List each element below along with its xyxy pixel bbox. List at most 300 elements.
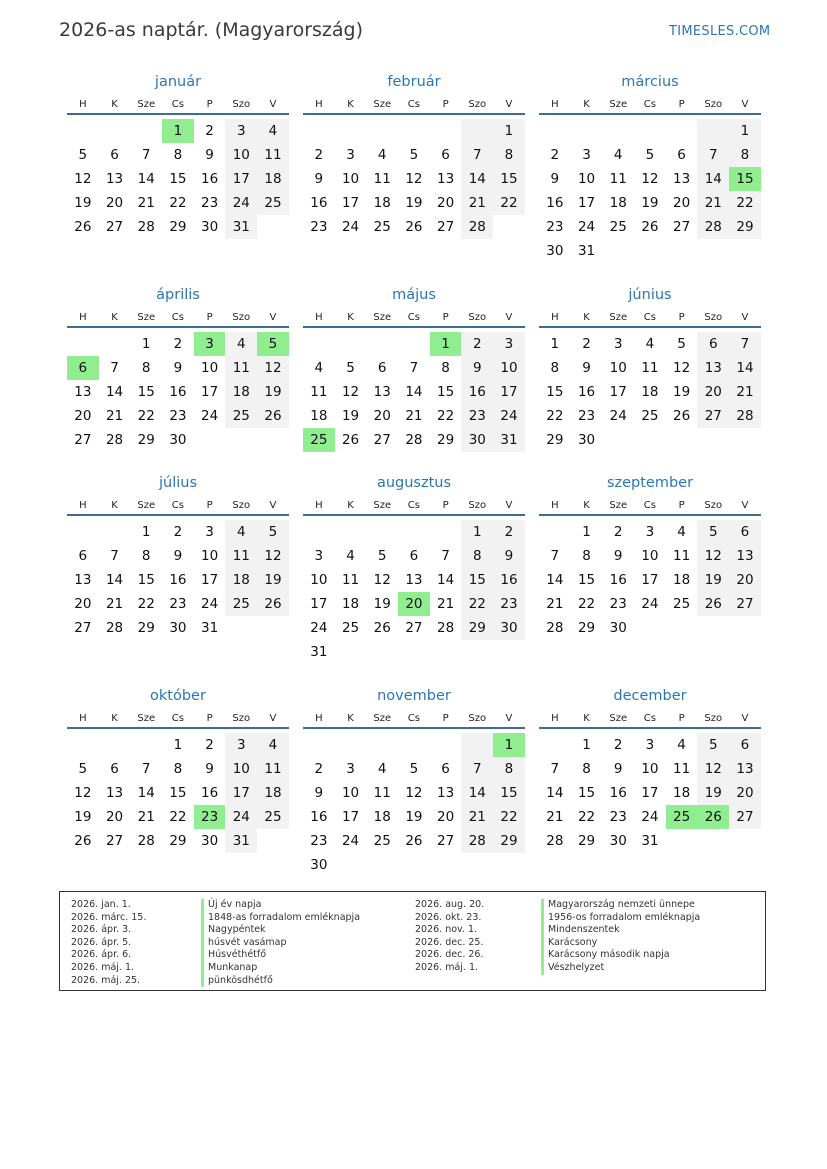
day-cell[interactable]: 1: [461, 520, 493, 544]
day-cell[interactable]: 13: [673, 171, 691, 187]
day-cell[interactable]: 27: [405, 620, 423, 636]
day-cell[interactable]: 16: [493, 568, 525, 592]
day-cell[interactable]: 8: [493, 143, 525, 167]
day-cell[interactable]: 11: [373, 171, 391, 187]
day-cell[interactable]: 12: [697, 757, 729, 781]
day-cell[interactable]: 17: [493, 380, 525, 404]
day-cell[interactable]: 21: [697, 191, 729, 215]
day-cell[interactable]: 11: [257, 757, 289, 781]
day-cell[interactable]: 16: [546, 195, 564, 211]
day-cell[interactable]: 3: [645, 737, 655, 753]
day-cell[interactable]: 19: [697, 568, 729, 592]
day-cell[interactable]: 30: [609, 833, 627, 849]
day-cell[interactable]: 30: [546, 243, 564, 259]
day-cell[interactable]: 22: [493, 805, 525, 829]
day-cell[interactable]: 31: [577, 243, 596, 259]
day-cell[interactable]: 18: [225, 380, 257, 404]
day-cell[interactable]: 1: [141, 336, 151, 352]
day-cell[interactable]: 15: [461, 568, 493, 592]
day-cell[interactable]: 27: [437, 219, 455, 235]
day-cell[interactable]: 17: [201, 384, 219, 400]
day-cell[interactable]: 28: [729, 404, 761, 428]
day-cell[interactable]: 14: [461, 781, 493, 805]
day-cell[interactable]: 9: [613, 761, 623, 777]
day-cell[interactable]: 29: [169, 833, 187, 849]
day-cell[interactable]: 10: [341, 785, 360, 801]
day-cell[interactable]: 22: [577, 809, 596, 825]
day-cell[interactable]: 9: [173, 548, 183, 564]
day-cell[interactable]: 21: [105, 596, 124, 612]
day-cell[interactable]: 31: [201, 620, 219, 636]
day-cell[interactable]: 18: [310, 408, 328, 424]
day-cell[interactable]: 24: [577, 219, 596, 235]
day-cell[interactable]: 22: [437, 408, 455, 424]
day-cell[interactable]: 17: [310, 596, 328, 612]
day-cell[interactable]: 12: [74, 785, 92, 801]
day-cell[interactable]: 20: [729, 781, 761, 805]
day-cell[interactable]: 26: [257, 592, 289, 616]
day-cell[interactable]: 25: [225, 404, 257, 428]
day-cell[interactable]: 5: [697, 733, 729, 757]
day-cell[interactable]: 3: [346, 761, 355, 777]
day-cell[interactable]: 23: [169, 408, 187, 424]
day-cell[interactable]: 16: [577, 384, 596, 400]
day-cell[interactable]: 30: [461, 428, 493, 452]
day-cell[interactable]: 10: [493, 356, 525, 380]
holiday-day-cell[interactable]: 5: [257, 332, 289, 356]
day-cell[interactable]: 24: [201, 596, 219, 612]
day-cell[interactable]: 20: [697, 380, 729, 404]
day-cell[interactable]: 22: [546, 408, 564, 424]
day-cell[interactable]: 3: [582, 147, 591, 163]
day-cell[interactable]: 17: [641, 785, 659, 801]
day-cell[interactable]: 21: [729, 380, 761, 404]
day-cell[interactable]: 16: [169, 572, 187, 588]
day-cell[interactable]: 9: [314, 171, 324, 187]
day-cell[interactable]: 15: [137, 572, 155, 588]
day-cell[interactable]: 8: [493, 757, 525, 781]
day-cell[interactable]: 7: [697, 143, 729, 167]
day-cell[interactable]: 11: [673, 548, 691, 564]
day-cell[interactable]: 29: [546, 432, 564, 448]
day-cell[interactable]: 9: [613, 548, 623, 564]
day-cell[interactable]: 10: [641, 761, 659, 777]
day-cell[interactable]: 31: [225, 829, 257, 853]
day-cell[interactable]: 24: [225, 191, 257, 215]
day-cell[interactable]: 28: [137, 833, 155, 849]
day-cell[interactable]: 27: [74, 432, 92, 448]
day-cell[interactable]: 26: [697, 592, 729, 616]
day-cell[interactable]: 24: [310, 620, 328, 636]
day-cell[interactable]: 15: [437, 384, 455, 400]
day-cell[interactable]: 28: [437, 620, 455, 636]
day-cell[interactable]: 5: [377, 548, 387, 564]
day-cell[interactable]: 14: [729, 356, 761, 380]
day-cell[interactable]: 18: [609, 195, 627, 211]
day-cell[interactable]: 2: [205, 123, 214, 139]
day-cell[interactable]: 28: [546, 833, 564, 849]
day-cell[interactable]: 30: [609, 620, 627, 636]
day-cell[interactable]: 7: [461, 143, 493, 167]
day-cell[interactable]: 10: [341, 171, 360, 187]
day-cell[interactable]: 24: [493, 404, 525, 428]
day-cell[interactable]: 4: [257, 733, 289, 757]
day-cell[interactable]: 21: [546, 596, 564, 612]
day-cell[interactable]: 29: [577, 833, 596, 849]
day-cell[interactable]: 8: [582, 548, 591, 564]
day-cell[interactable]: 20: [373, 408, 391, 424]
day-cell[interactable]: 19: [257, 568, 289, 592]
day-cell[interactable]: 26: [341, 432, 360, 448]
day-cell[interactable]: 2: [205, 737, 214, 753]
day-cell[interactable]: 30: [310, 857, 328, 873]
day-cell[interactable]: 23: [609, 596, 627, 612]
day-cell[interactable]: 12: [257, 356, 289, 380]
day-cell[interactable]: 5: [409, 147, 419, 163]
day-cell[interactable]: 20: [105, 809, 124, 825]
day-cell[interactable]: 5: [78, 147, 88, 163]
day-cell[interactable]: 13: [373, 384, 391, 400]
day-cell[interactable]: 3: [346, 147, 355, 163]
day-cell[interactable]: 28: [461, 829, 493, 853]
day-cell[interactable]: 25: [257, 805, 289, 829]
day-cell[interactable]: 13: [74, 384, 92, 400]
day-cell[interactable]: 25: [373, 219, 391, 235]
day-cell[interactable]: 8: [550, 360, 560, 376]
day-cell[interactable]: 31: [493, 428, 525, 452]
brand-link[interactable]: TIMESLES.COM: [669, 24, 771, 39]
day-cell[interactable]: 19: [405, 195, 423, 211]
day-cell[interactable]: 23: [201, 195, 219, 211]
day-cell[interactable]: 26: [641, 219, 659, 235]
day-cell[interactable]: 19: [697, 781, 729, 805]
day-cell[interactable]: 22: [493, 191, 525, 215]
day-cell[interactable]: 11: [673, 761, 691, 777]
day-cell[interactable]: 19: [641, 195, 659, 211]
day-cell[interactable]: 5: [257, 520, 289, 544]
day-cell[interactable]: 9: [205, 147, 214, 163]
day-cell[interactable]: 9: [461, 356, 493, 380]
day-cell[interactable]: 6: [441, 147, 450, 163]
day-cell[interactable]: 16: [310, 809, 328, 825]
day-cell[interactable]: 19: [257, 380, 289, 404]
day-cell[interactable]: 27: [729, 805, 761, 829]
day-cell[interactable]: 10: [609, 360, 627, 376]
day-cell[interactable]: 27: [74, 620, 92, 636]
day-cell[interactable]: 7: [141, 147, 151, 163]
day-cell[interactable]: 11: [225, 544, 257, 568]
day-cell[interactable]: 6: [441, 761, 450, 777]
holiday-day-cell[interactable]: 15: [729, 167, 761, 191]
holiday-day-cell[interactable]: 25: [666, 805, 698, 829]
day-cell[interactable]: 17: [609, 384, 627, 400]
day-cell[interactable]: 14: [546, 572, 564, 588]
day-cell[interactable]: 9: [205, 761, 214, 777]
day-cell[interactable]: 17: [341, 809, 360, 825]
day-cell[interactable]: 18: [257, 167, 289, 191]
day-cell[interactable]: 19: [373, 596, 391, 612]
day-cell[interactable]: 19: [74, 809, 92, 825]
day-cell[interactable]: 12: [697, 544, 729, 568]
day-cell[interactable]: 2: [550, 147, 560, 163]
day-cell[interactable]: 29: [137, 620, 155, 636]
day-cell[interactable]: 1: [582, 737, 591, 753]
day-cell[interactable]: 6: [78, 548, 88, 564]
day-cell[interactable]: 7: [409, 360, 419, 376]
day-cell[interactable]: 31: [641, 833, 659, 849]
day-cell[interactable]: 20: [437, 809, 455, 825]
day-cell[interactable]: 2: [173, 524, 183, 540]
day-cell[interactable]: 14: [137, 785, 155, 801]
day-cell[interactable]: 12: [74, 171, 92, 187]
day-cell[interactable]: 6: [110, 761, 119, 777]
day-cell[interactable]: 13: [729, 757, 761, 781]
day-cell[interactable]: 30: [169, 432, 187, 448]
day-cell[interactable]: 11: [257, 143, 289, 167]
day-cell[interactable]: 9: [550, 171, 560, 187]
day-cell[interactable]: 21: [137, 195, 155, 211]
day-cell[interactable]: 12: [641, 171, 659, 187]
day-cell[interactable]: 6: [729, 520, 761, 544]
day-cell[interactable]: 20: [74, 408, 92, 424]
holiday-day-cell[interactable]: 1: [430, 332, 462, 356]
day-cell[interactable]: 4: [377, 147, 387, 163]
day-cell[interactable]: 4: [613, 147, 623, 163]
day-cell[interactable]: 21: [546, 809, 564, 825]
day-cell[interactable]: 30: [493, 616, 525, 640]
day-cell[interactable]: 16: [461, 380, 493, 404]
day-cell[interactable]: 4: [225, 520, 257, 544]
day-cell[interactable]: 20: [729, 568, 761, 592]
holiday-day-cell[interactable]: 20: [398, 592, 430, 616]
day-cell[interactable]: 2: [613, 737, 623, 753]
day-cell[interactable]: 4: [314, 360, 324, 376]
day-cell[interactable]: 1: [173, 737, 183, 753]
day-cell[interactable]: 25: [257, 191, 289, 215]
day-cell[interactable]: 13: [437, 171, 455, 187]
day-cell[interactable]: 31: [310, 644, 328, 660]
day-cell[interactable]: 10: [577, 171, 596, 187]
day-cell[interactable]: 13: [105, 171, 124, 187]
day-cell[interactable]: 29: [461, 616, 493, 640]
day-cell[interactable]: 2: [493, 520, 525, 544]
day-cell[interactable]: 22: [577, 596, 596, 612]
day-cell[interactable]: 22: [729, 191, 761, 215]
day-cell[interactable]: 16: [310, 195, 328, 211]
day-cell[interactable]: 5: [677, 336, 686, 352]
day-cell[interactable]: 7: [729, 332, 761, 356]
day-cell[interactable]: 30: [169, 620, 187, 636]
holiday-day-cell[interactable]: 23: [194, 805, 226, 829]
day-cell[interactable]: 14: [105, 572, 124, 588]
day-cell[interactable]: 23: [461, 404, 493, 428]
day-cell[interactable]: 24: [201, 408, 219, 424]
day-cell[interactable]: 4: [257, 119, 289, 143]
day-cell[interactable]: 10: [201, 360, 219, 376]
day-cell[interactable]: 19: [405, 809, 423, 825]
day-cell[interactable]: 5: [346, 360, 355, 376]
day-cell[interactable]: 28: [546, 620, 564, 636]
day-cell[interactable]: 19: [74, 195, 92, 211]
day-cell[interactable]: 3: [225, 119, 257, 143]
day-cell[interactable]: 24: [641, 809, 659, 825]
day-cell[interactable]: 12: [673, 360, 691, 376]
day-cell[interactable]: 6: [677, 147, 686, 163]
day-cell[interactable]: 2: [173, 336, 183, 352]
day-cell[interactable]: 17: [577, 195, 596, 211]
day-cell[interactable]: 9: [582, 360, 591, 376]
holiday-day-cell[interactable]: 1: [162, 119, 194, 143]
day-cell[interactable]: 3: [645, 524, 655, 540]
day-cell[interactable]: 17: [201, 572, 219, 588]
day-cell[interactable]: 3: [205, 524, 214, 540]
day-cell[interactable]: 27: [437, 833, 455, 849]
day-cell[interactable]: 23: [310, 833, 328, 849]
day-cell[interactable]: 26: [405, 833, 423, 849]
day-cell[interactable]: 1: [141, 524, 151, 540]
day-cell[interactable]: 6: [377, 360, 387, 376]
day-cell[interactable]: 14: [405, 384, 423, 400]
day-cell[interactable]: 1: [729, 119, 761, 143]
day-cell[interactable]: 25: [373, 833, 391, 849]
day-cell[interactable]: 18: [373, 809, 391, 825]
day-cell[interactable]: 10: [225, 143, 257, 167]
day-cell[interactable]: 10: [310, 572, 328, 588]
day-cell[interactable]: 30: [577, 432, 596, 448]
day-cell[interactable]: 17: [225, 781, 257, 805]
day-cell[interactable]: 11: [310, 384, 328, 400]
day-cell[interactable]: 18: [641, 384, 659, 400]
day-cell[interactable]: 26: [74, 833, 92, 849]
day-cell[interactable]: 20: [673, 195, 691, 211]
day-cell[interactable]: 13: [729, 544, 761, 568]
day-cell[interactable]: 29: [493, 829, 525, 853]
day-cell[interactable]: 23: [493, 592, 525, 616]
day-cell[interactable]: 28: [697, 215, 729, 239]
day-cell[interactable]: 10: [641, 548, 659, 564]
day-cell[interactable]: 11: [609, 171, 627, 187]
day-cell[interactable]: 24: [225, 805, 257, 829]
day-cell[interactable]: 18: [373, 195, 391, 211]
day-cell[interactable]: 6: [729, 733, 761, 757]
day-cell[interactable]: 13: [437, 785, 455, 801]
day-cell[interactable]: 22: [169, 195, 187, 211]
day-cell[interactable]: 4: [645, 336, 655, 352]
day-cell[interactable]: 16: [201, 785, 219, 801]
day-cell[interactable]: 30: [201, 219, 219, 235]
day-cell[interactable]: 12: [373, 572, 391, 588]
day-cell[interactable]: 10: [201, 548, 219, 564]
day-cell[interactable]: 25: [341, 620, 360, 636]
day-cell[interactable]: 12: [341, 384, 360, 400]
day-cell[interactable]: 15: [577, 785, 596, 801]
day-cell[interactable]: 27: [373, 432, 391, 448]
day-cell[interactable]: 28: [405, 432, 423, 448]
day-cell[interactable]: 3: [225, 733, 257, 757]
day-cell[interactable]: 15: [169, 785, 187, 801]
day-cell[interactable]: 5: [697, 520, 729, 544]
day-cell[interactable]: 18: [673, 785, 691, 801]
day-cell[interactable]: 1: [582, 524, 591, 540]
day-cell[interactable]: 22: [137, 596, 155, 612]
day-cell[interactable]: 26: [74, 219, 92, 235]
day-cell[interactable]: 16: [169, 384, 187, 400]
day-cell[interactable]: 20: [437, 195, 455, 211]
day-cell[interactable]: 18: [673, 572, 691, 588]
day-cell[interactable]: 22: [137, 408, 155, 424]
day-cell[interactable]: 6: [409, 548, 419, 564]
day-cell[interactable]: 8: [173, 761, 183, 777]
day-cell[interactable]: 5: [78, 761, 88, 777]
day-cell[interactable]: 9: [314, 785, 324, 801]
day-cell[interactable]: 11: [641, 360, 659, 376]
day-cell[interactable]: 27: [105, 833, 124, 849]
day-cell[interactable]: 25: [225, 592, 257, 616]
day-cell[interactable]: 7: [550, 761, 560, 777]
day-cell[interactable]: 19: [341, 408, 360, 424]
day-cell[interactable]: 23: [169, 596, 187, 612]
day-cell[interactable]: 16: [609, 572, 627, 588]
day-cell[interactable]: 3: [613, 336, 623, 352]
day-cell[interactable]: 16: [201, 171, 219, 187]
day-cell[interactable]: 6: [697, 332, 729, 356]
day-cell[interactable]: 23: [546, 219, 564, 235]
day-cell[interactable]: 29: [729, 215, 761, 239]
day-cell[interactable]: 16: [609, 785, 627, 801]
day-cell[interactable]: 4: [225, 332, 257, 356]
day-cell[interactable]: 25: [641, 408, 659, 424]
day-cell[interactable]: 21: [137, 809, 155, 825]
day-cell[interactable]: 21: [105, 408, 124, 424]
day-cell[interactable]: 7: [441, 548, 450, 564]
day-cell[interactable]: 2: [613, 524, 623, 540]
day-cell[interactable]: 23: [310, 219, 328, 235]
day-cell[interactable]: 26: [405, 219, 423, 235]
day-cell[interactable]: 21: [461, 805, 493, 829]
day-cell[interactable]: 6: [110, 147, 119, 163]
day-cell[interactable]: 7: [110, 360, 119, 376]
day-cell[interactable]: 27: [105, 219, 124, 235]
day-cell[interactable]: 20: [74, 596, 92, 612]
day-cell[interactable]: 25: [673, 596, 691, 612]
day-cell[interactable]: 27: [729, 592, 761, 616]
day-cell[interactable]: 14: [105, 384, 124, 400]
day-cell[interactable]: 22: [169, 809, 187, 825]
day-cell[interactable]: 31: [225, 215, 257, 239]
day-cell[interactable]: 4: [677, 524, 686, 540]
day-cell[interactable]: 24: [641, 596, 659, 612]
day-cell[interactable]: 29: [577, 620, 596, 636]
day-cell[interactable]: 8: [141, 360, 151, 376]
day-cell[interactable]: 4: [346, 548, 355, 564]
day-cell[interactable]: 12: [257, 544, 289, 568]
day-cell[interactable]: 15: [493, 167, 525, 191]
day-cell[interactable]: 28: [105, 432, 124, 448]
day-cell[interactable]: 4: [677, 737, 686, 753]
day-cell[interactable]: 29: [437, 432, 455, 448]
day-cell[interactable]: 7: [461, 757, 493, 781]
day-cell[interactable]: 18: [341, 596, 360, 612]
day-cell[interactable]: 13: [697, 356, 729, 380]
day-cell[interactable]: 4: [377, 761, 387, 777]
day-cell[interactable]: 8: [141, 548, 151, 564]
day-cell[interactable]: 10: [225, 757, 257, 781]
day-cell[interactable]: 15: [137, 384, 155, 400]
day-cell[interactable]: 14: [697, 167, 729, 191]
day-cell[interactable]: 2: [461, 332, 493, 356]
holiday-day-cell[interactable]: 3: [194, 332, 226, 356]
day-cell[interactable]: 26: [257, 404, 289, 428]
